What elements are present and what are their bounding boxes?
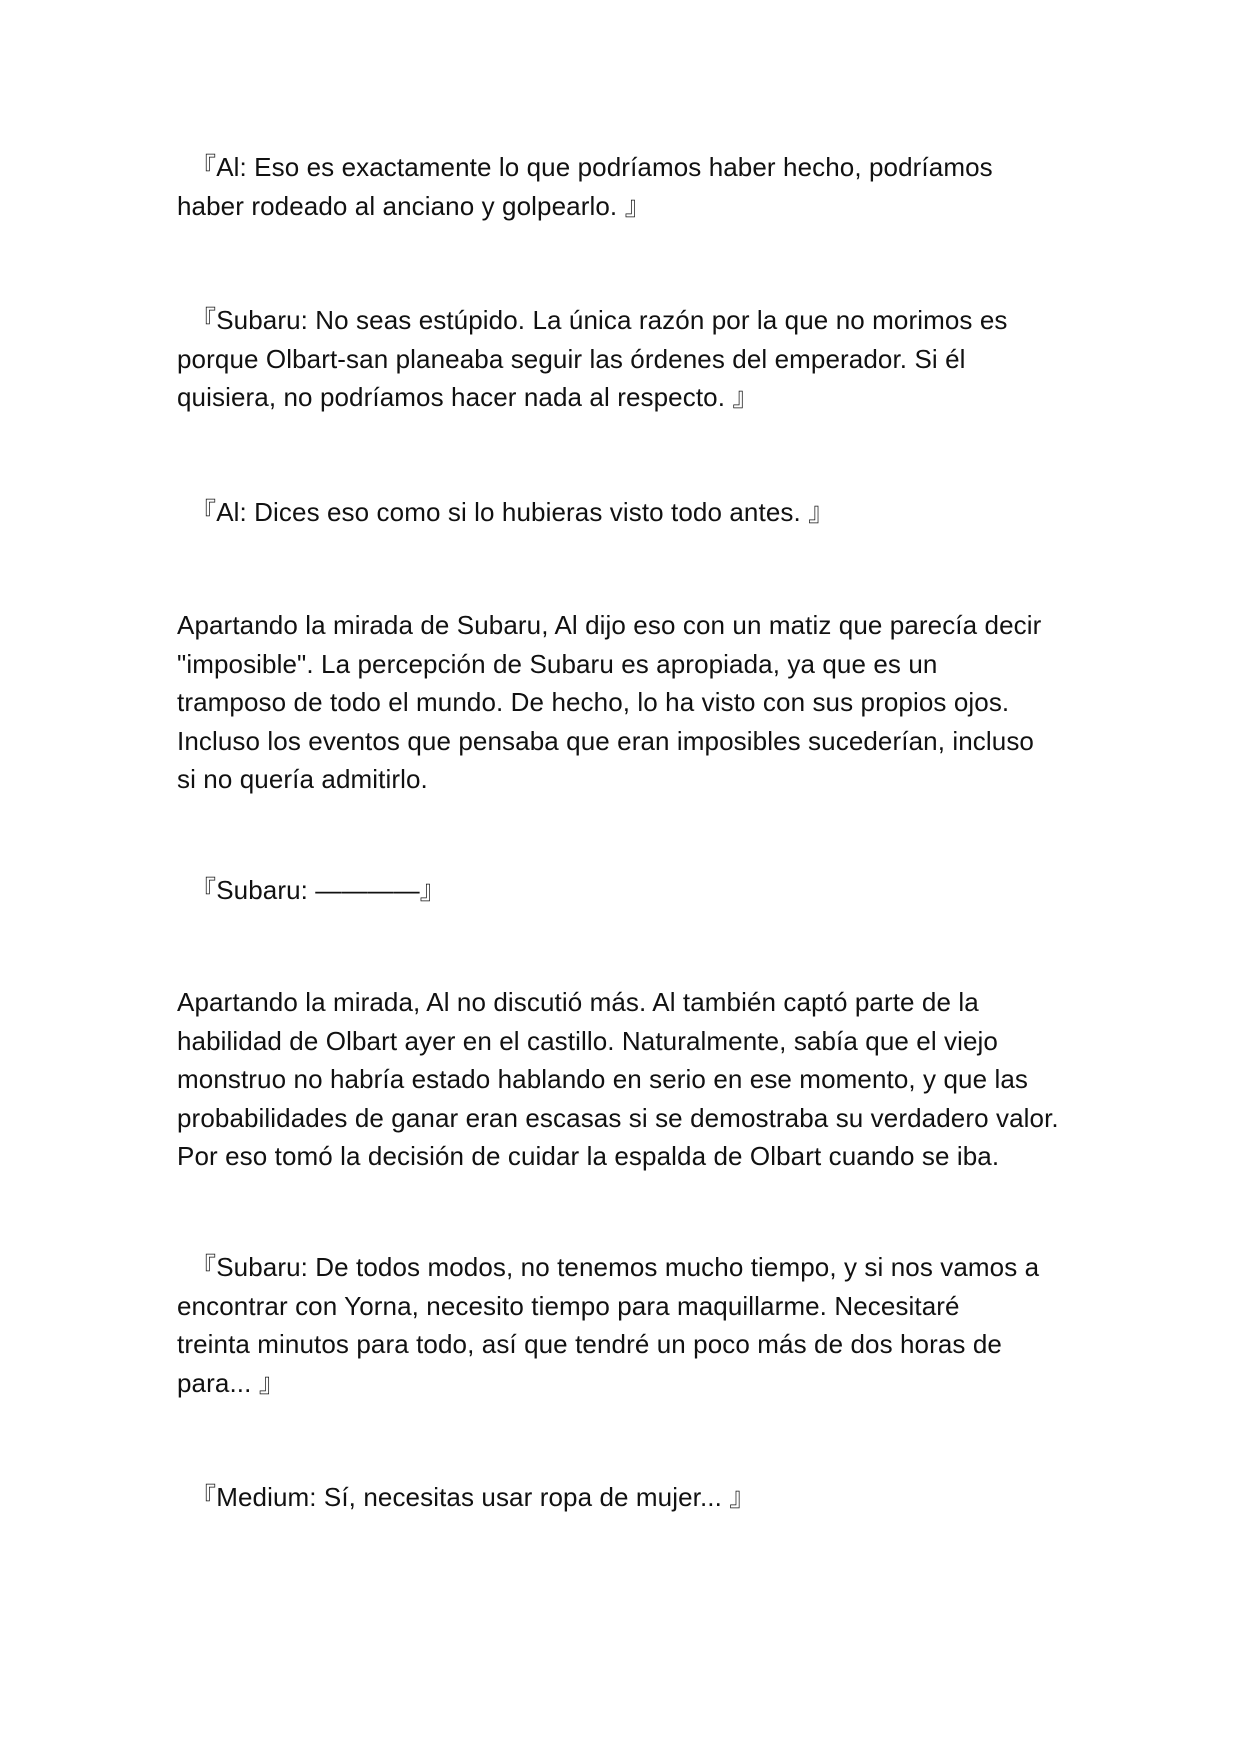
narration-paragraph-2: Apartando la mirada, Al no discutió más. Al también captó parte de la habilidad de Olbart ayer en el castillo. Naturalmente, sabía que el viejo monstruo no habría estado hablando en serio en ese momento, y que las probabilidades de ganar eran escasas si se demostraba su verdadero valor. Por eso tomó la decisión de cuidar la espalda de Olbart cuando se iba.: [177, 987, 1059, 1171]
dialogue-subaru-2: 『Subaru: ————』: [177, 875, 446, 905]
dialogue-al-2: 『Al: Dices eso como si lo hubieras visto todo antes. 』: [177, 497, 835, 527]
dialogue-medium-1: 『Medium: Sí, necesitas usar ropa de mujer... 』: [177, 1482, 756, 1512]
dialogue-subaru-1: 『Subaru: No seas estúpido. La única razón por la que no morimos es porque Olbart-san planeaba seguir las órdenes del emperador. Si él quisiera, no podríamos hacer nada al respecto. 』: [177, 305, 1008, 412]
dialogue-subaru-3: 『Subaru: De todos modos, no tenemos mucho tiempo, y si nos vamos a encontrar con Yorna, necesito tiempo para maquillarme. Necesitaré treinta minutos para todo, así que tendré un poco más de dos horas de para... 』: [177, 1252, 1040, 1398]
dialogue-al-1: 『Al: Eso es exactamente lo que podríamos haber hecho, podríamos haber rodeado al anciano y golpearlo. 』: [177, 152, 993, 221]
narration-paragraph-1: Apartando la mirada de Subaru, Al dijo eso con un matiz que parecía decir "imposible". La percepción de Subaru es apropiada, ya que es un tramposo de todo el mundo. De hecho, lo ha visto con sus propios ojos. Incluso los eventos que pensaba que eran imposibles sucederían, incluso si no quería admitirlo.: [177, 610, 1042, 794]
